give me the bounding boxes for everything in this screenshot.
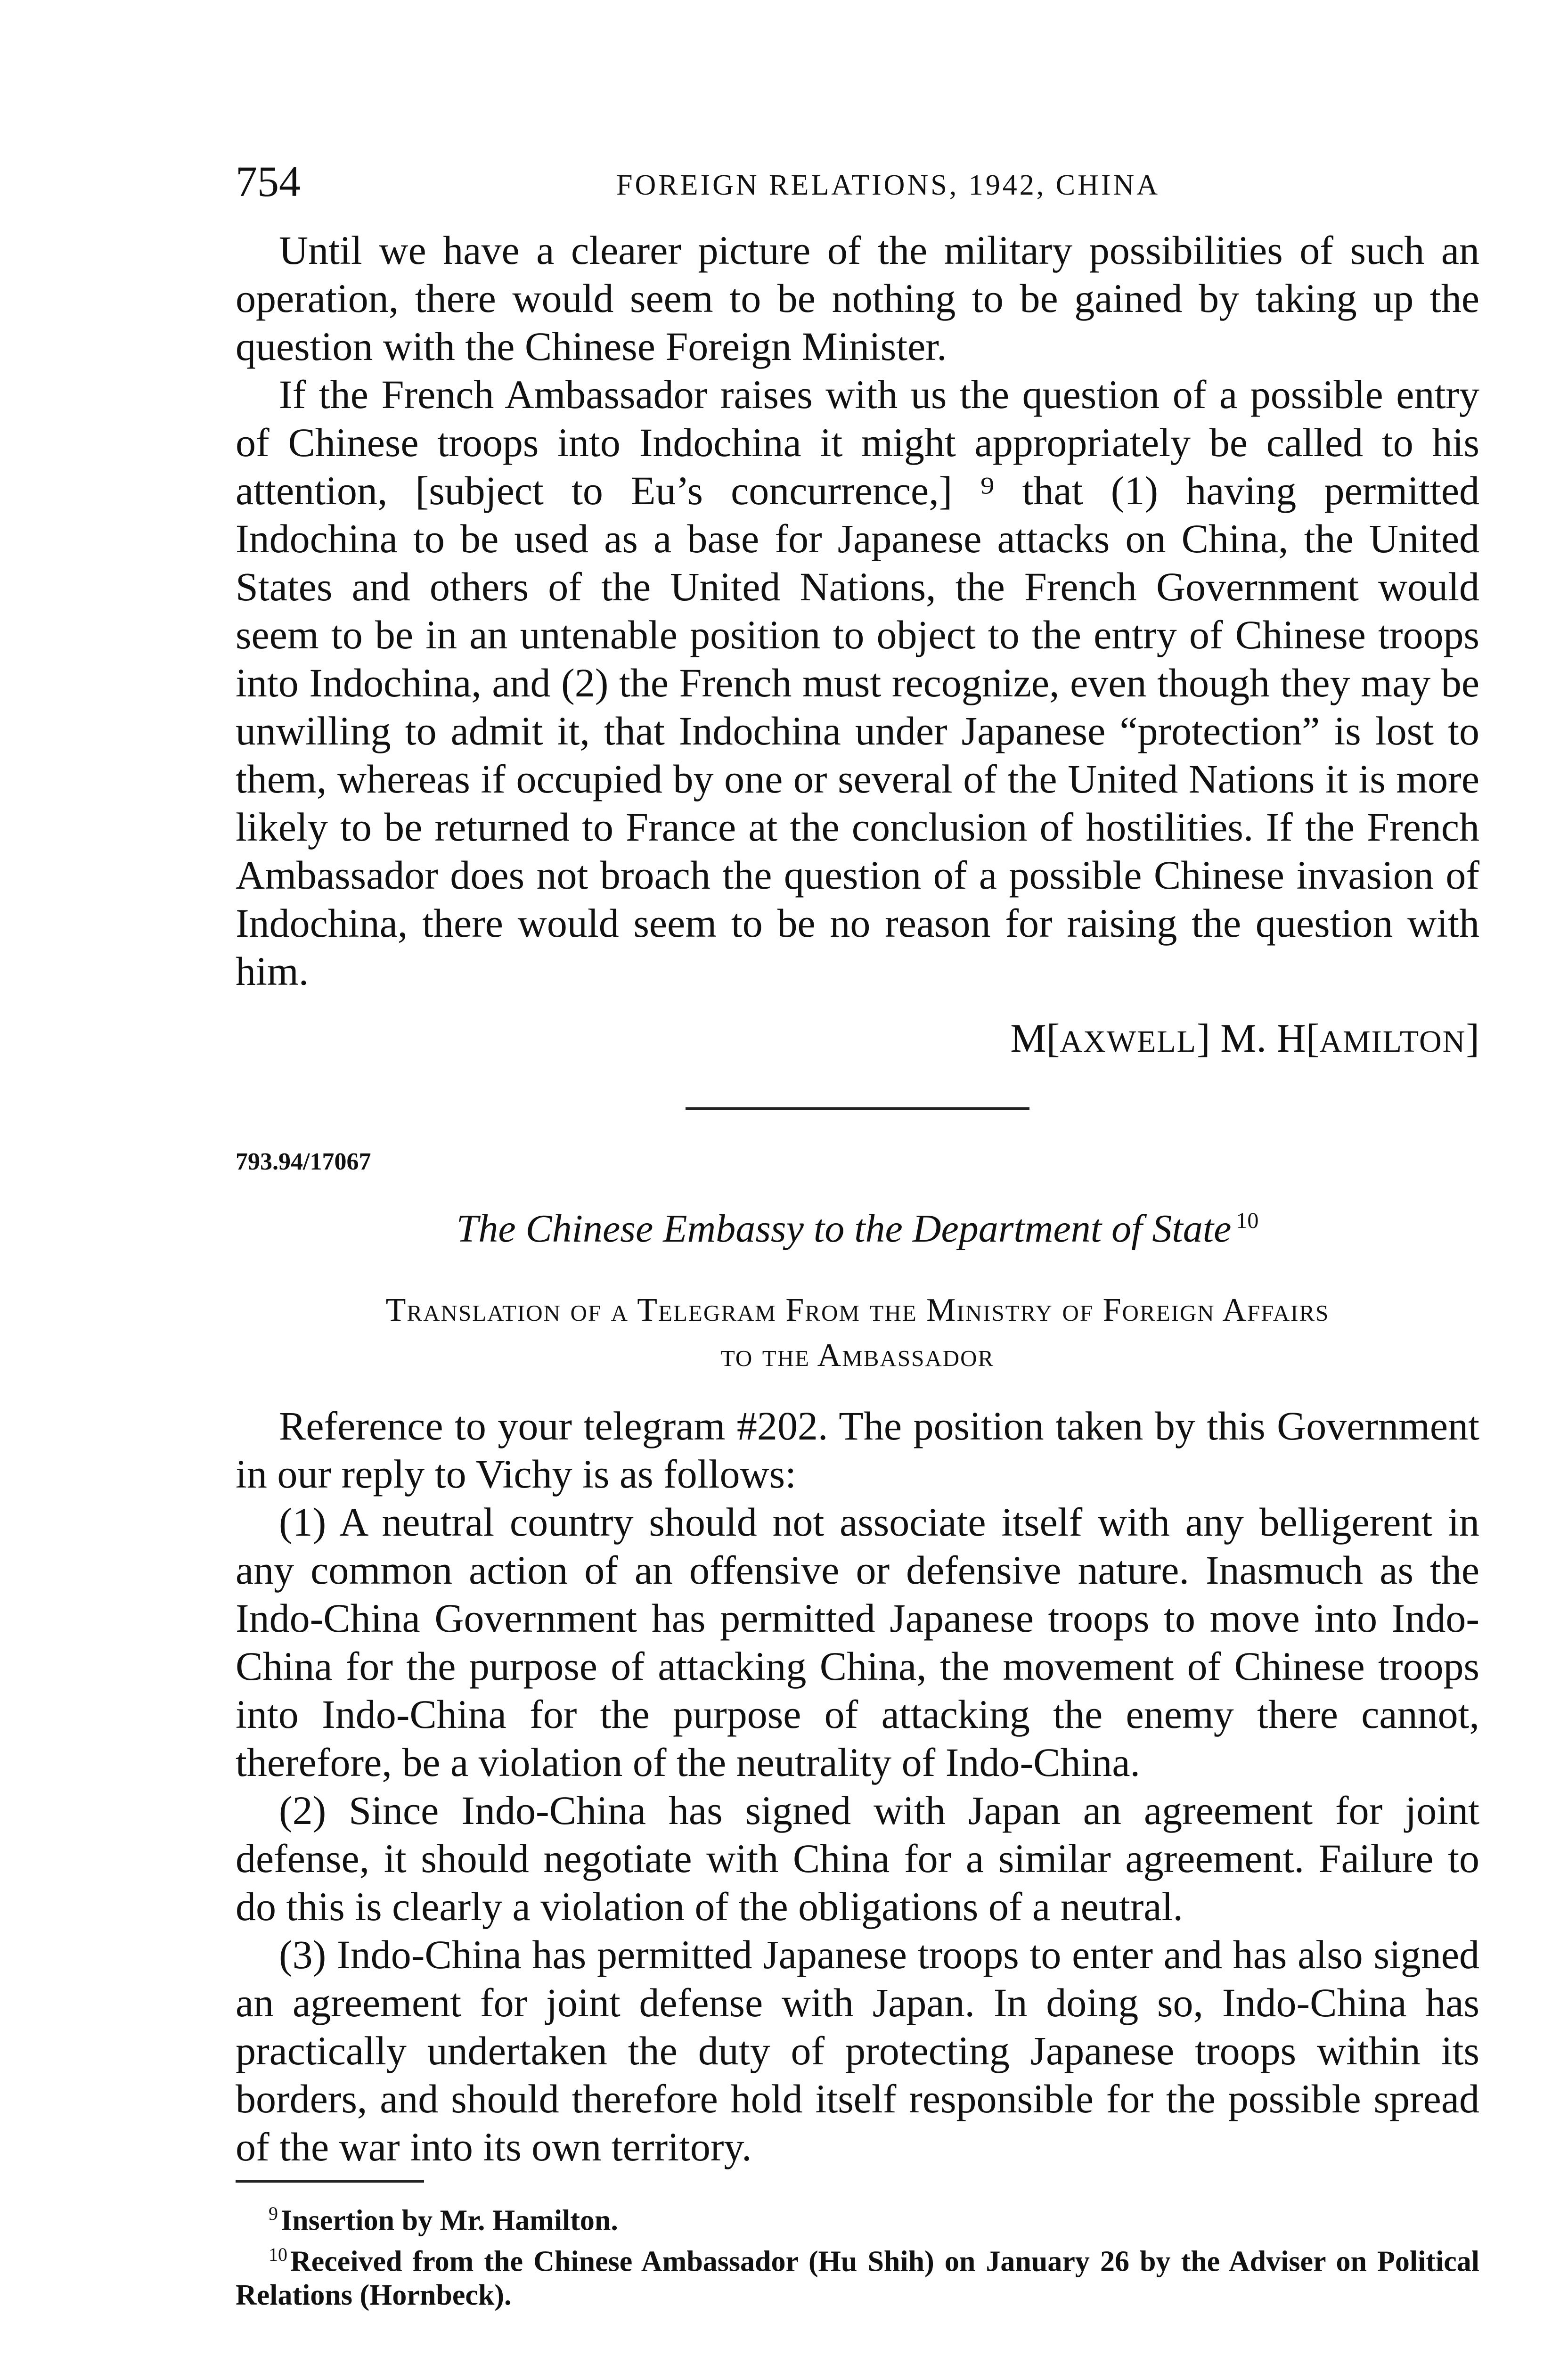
running-title: FOREIGN RELATIONS, 1942, CHINA <box>616 169 1160 201</box>
memo-paragraph: Until we have a clearer picture of the military possibilities of such an operation, there would seem to be nothing to be gained by taking up the question with the Chinese Foreign Minister. <box>236 228 1479 369</box>
footnote-divider <box>236 2180 424 2183</box>
footnote-ref: 10 <box>1236 1208 1259 1233</box>
page-number: 754 <box>236 157 301 205</box>
running-head <box>236 155 1479 207</box>
file-number: 793.94/17067 <box>236 1148 371 1175</box>
footnote: $^9$Insertion by Mr. Hamilton. <box>269 2203 618 2237</box>
footnote-marker: 10 <box>269 2243 287 2265</box>
signature: M[AXWELL] M. H[AMILTON] <box>1010 1015 1479 1061</box>
document-heading: The Chinese Embassy to the Department of State $^{10}$ <box>456 1207 1259 1251</box>
telegram-paragraph: (1) A neutral country should not associate itself with any belligerent in any common action of an offensive or defensive nature. Inasmuch as the Indo-China Government has permitted Japanese troops to move into Indo-China for the purpose of attacking China, the movement of Chinese troops into Indo-China for the purpose of attacking the enemy there cannot, therefore, be a violation of the neutrality of Indo-China. <box>236 1499 1479 1785</box>
telegram-paragraph: Reference to your telegram #202. The position taken by this Government in our reply to Vichy is as follows: <box>236 1403 1479 1497</box>
section-divider <box>686 1107 1029 1110</box>
book-page <box>236 155 1479 2312</box>
footnote-marker: 9 <box>269 2203 278 2224</box>
footnote: $^{10}$Received from the Chinese Ambassador (Hu Shih) on January 26 by the Adviser on Political Relations (Hornbeck). <box>236 2243 1479 2312</box>
telegram-paragraph: (3) Indo-China has permitted Japanese troops to enter and has also signed an agreement for joint defense with Japan. In doing so, Indo-China has practically undertaken the duty of protecting Japanese troops within its borders, and should therefore hold itself responsible for the possible spread of the war into its own territory. <box>236 1932 1479 2169</box>
memo-paragraph: If the French Ambassador raises with us the question of a possible entry of Chinese troops into Indochina it might appropriately be called to his attention, [subject to Eu’s concurrence,] ⁹ that (1) having permitted Indochina to be used as a base for Japanese attacks on China, the United States and others of the United Nations, the French Government would seem to be in an untenable position to object to the entry of Chinese troops into Indochina, and (2) the French must recognize, even though they may be unwilling to admit it, that Indochina under Japanese “protection” is lost to them, whereas if occupied by one or several of the United Nations it is more likely to be returned to France at the conclusion of hostilities. If the French Ambassador does not broach the question of a possible Chinese invasion of Indochina, there would seem to be no reason for raising the question with him. <box>236 372 1479 994</box>
telegram-paragraph: (2) Since Indo-China has signed with Japan an agreement for joint defense, it should negotiate with China for a similar agreement. Failure to do this is clearly a violation of the obligations of a neutral. <box>236 1788 1479 1929</box>
document-subheading: Translation of a Telegram From the Ministry of Foreign Affairs to the Ambassador <box>385 1292 1330 1374</box>
